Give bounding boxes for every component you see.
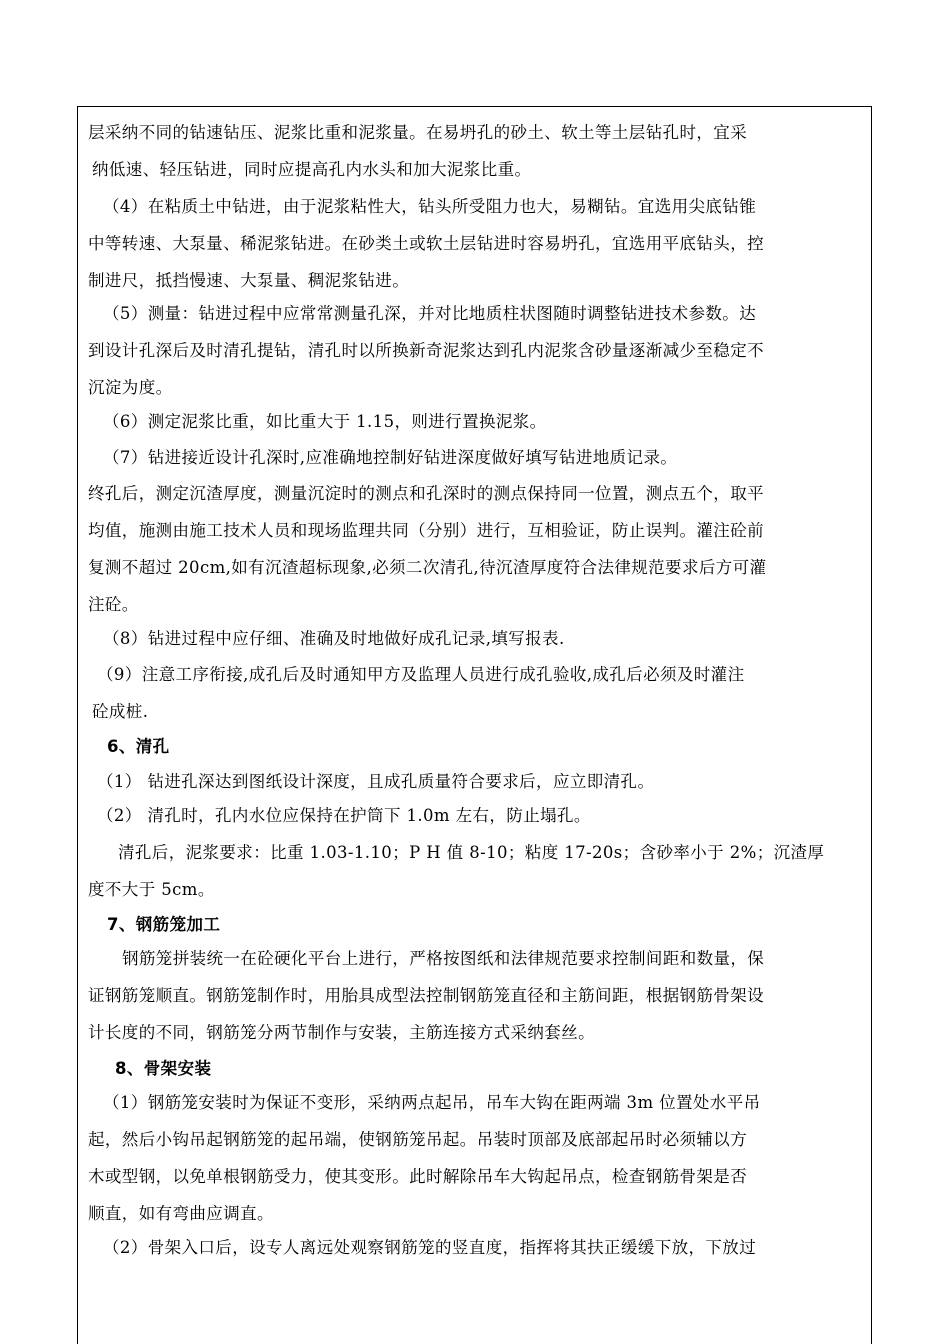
paragraph-line: 注砼。 xyxy=(88,595,139,614)
paragraph-line: 中等转速、大泵量、稀泥浆钻进。在砂类土或软土层钻进时容易坍孔，宜选用平底钻头，控 xyxy=(88,234,764,253)
paragraph-line: 计长度的不同，钢筋笼分两节制作与安装，主筋连接方式采纳套丝。 xyxy=(88,1023,595,1042)
paragraph-line: （2）骨架入口后，设专人离远处观察钢筋笼的竖直度，指挥将其扶正缓缓下放，下放过 xyxy=(103,1238,757,1257)
paragraph-line: （7）钻进接近设计孔深时,应准确地控制好钻进深度做好填写钻进地质记录。 xyxy=(103,448,678,467)
paragraph-line: （1）钢筋笼安装时为保证不变形，采纳两点起吊，吊车大钩在距两端 3m 位置处水平吊 xyxy=(103,1093,761,1112)
paragraph-line: （6）测定泥浆比重，如比重大于 1.15，则进行置换泥浆。 xyxy=(103,412,547,431)
paragraph-line: 终孔后，测定沉渣厚度，测量沉淀时的测点和孔深时的测点保持同一位置，测点五个，取平 xyxy=(88,484,764,503)
paragraph-line: 均值，施测由施工技术人员和现场监理共同（分别）进行，互相验证，防止误判。灌注砼前 xyxy=(88,521,764,540)
paragraph-line: 纳低速、轻压钻进，同时应提高孔内水头和加大泥浆比重。 xyxy=(92,160,532,179)
paragraph-line: 顺直，如有弯曲应调直。 xyxy=(88,1204,274,1223)
paragraph-line: 度不大于 5cm。 xyxy=(88,880,215,899)
paragraph-line: （2） 清孔时，孔内水位应保持在护筒下 1.0m 左右，防止塌孔。 xyxy=(97,806,591,825)
paragraph-line: 钢筋笼拼装统一在砼硬化平台上进行，严格按图纸和法律规范要求控制间距和数量，保 xyxy=(122,949,765,968)
paragraph-line: 砼成桩. xyxy=(92,702,149,721)
paragraph-line: 证钢筋笼顺直。钢筋笼制作时，用胎具成型法控制钢筋笼直径和主筋间距，根据钢筋骨架设 xyxy=(88,986,764,1005)
paragraph-line: 木或型钢，以免单根钢筋受力，使其变形。此时解除吊车大钩起吊点，检查钢筋骨架是否 xyxy=(88,1167,748,1186)
paragraph-line: （8）钻进过程中应仔细、准确及时地做好成孔记录,填写报表. xyxy=(103,629,565,648)
paragraph-line: （5）测量：钻进过程中应常常测量孔深，并对比地质柱状图随时调整钻进技术参数。达 xyxy=(103,304,757,323)
section-heading: 7、钢筋笼加工 xyxy=(107,915,221,934)
paragraph-line: 到设计孔深后及时清孔提钻，清孔时以所换新奇泥浆达到孔内泥浆含砂量逐渐减少至稳定不 xyxy=(88,341,764,360)
paragraph-line: （1） 钻进孔深达到图纸设计深度，且成孔质量符合要求后，应立即清孔。 xyxy=(97,772,655,791)
section-heading: 6、清孔 xyxy=(107,737,170,756)
section-heading: 8、骨架安装 xyxy=(115,1059,212,1078)
paragraph-line: 起，然后小钩吊起钢筋笼的起吊端，使钢筋笼吊起。吊装时顶部及底部起吊时必须辅以方 xyxy=(88,1130,748,1149)
paragraph-line: 层采纳不同的钻速钻压、泥浆比重和泥浆量。在易坍孔的砂土、软土等土层钻孔时，宜采 xyxy=(88,123,748,142)
paragraph-line: （4）在粘质土中钻进，由于泥浆粘性大，钻头所受阻力也大，易糊钻。宜选用尖底钻锥 xyxy=(103,197,757,216)
paragraph-line: 清孔后，泥浆要求：比重 1.03-1.10；P H 值 8-10；粘度 17-20s；含砂率小于 2%；沉渣厚 xyxy=(118,843,825,862)
paragraph-line: 沉淀为度。 xyxy=(88,378,173,397)
paragraph-line: （9）注意工序衔接,成孔后及时通知甲方及监理人员进行成孔验收,成孔后必须及时灌注 xyxy=(97,665,745,684)
paragraph-line: 制进尺，抵挡慢速、大泵量、稠泥浆钻进。 xyxy=(88,271,410,290)
paragraph-line: 复测不超过 20cm,如有沉渣超标现象,必须二次清孔,待沉渣厚度符合法律规范要求后方可灌 xyxy=(88,558,767,577)
